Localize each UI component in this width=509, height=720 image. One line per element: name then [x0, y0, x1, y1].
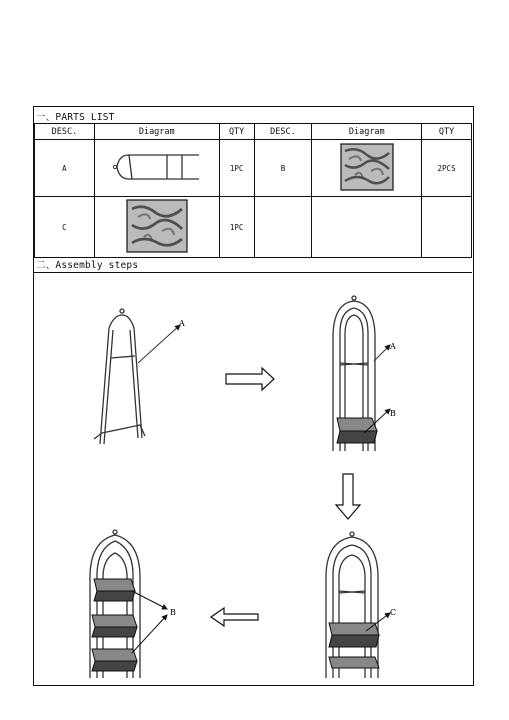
small-shelf-drawing [337, 141, 397, 193]
step-3-label: C [390, 608, 397, 617]
part-desc: C [35, 197, 95, 258]
assembly-steps-title: 二、Assembly steps [36, 260, 139, 271]
step-3-shelf-c [329, 613, 390, 668]
part-diagram-empty [312, 197, 422, 258]
part-qty [422, 197, 472, 258]
header-qty: QTY [422, 124, 472, 140]
header-desc: DESC. [35, 124, 95, 140]
parts-list-title: 一、PARTS LIST [36, 112, 115, 123]
header-desc: DESC. [254, 124, 312, 140]
part-desc: A [35, 140, 95, 197]
parts-header-row [35, 124, 472, 140]
assembly-diagram [34, 273, 472, 686]
down-arrow [336, 474, 360, 519]
header-diagram: Diagram [94, 124, 219, 140]
step-1-frame [94, 309, 180, 444]
part-qty: 1PC [219, 140, 254, 197]
parts-row [35, 197, 472, 258]
left-arrow [211, 608, 258, 626]
step-2-label-b: B [390, 409, 396, 418]
step-4-label: B [170, 608, 176, 617]
instruction-sheet [33, 106, 474, 686]
parts-table [34, 123, 472, 258]
header-qty: QTY [219, 124, 254, 140]
right-arrow [226, 368, 274, 390]
header-diagram: Diagram [312, 124, 422, 140]
part-qty: 1PC [219, 197, 254, 258]
assembly-area [34, 272, 472, 686]
large-shelf-drawing [124, 197, 190, 255]
step-2-label-a: A [390, 342, 396, 351]
step-1-label: A [179, 319, 185, 328]
part-a-diagram [94, 140, 219, 197]
part-c-diagram [94, 197, 219, 258]
side-frame-drawing [107, 147, 207, 187]
parts-row [35, 140, 472, 197]
part-desc [254, 197, 312, 258]
part-b-diagram [312, 140, 422, 197]
part-desc: B [254, 140, 312, 197]
step-4-shelves [92, 579, 167, 671]
step-3-frame [326, 532, 378, 678]
part-qty: 2PCS [422, 140, 472, 197]
